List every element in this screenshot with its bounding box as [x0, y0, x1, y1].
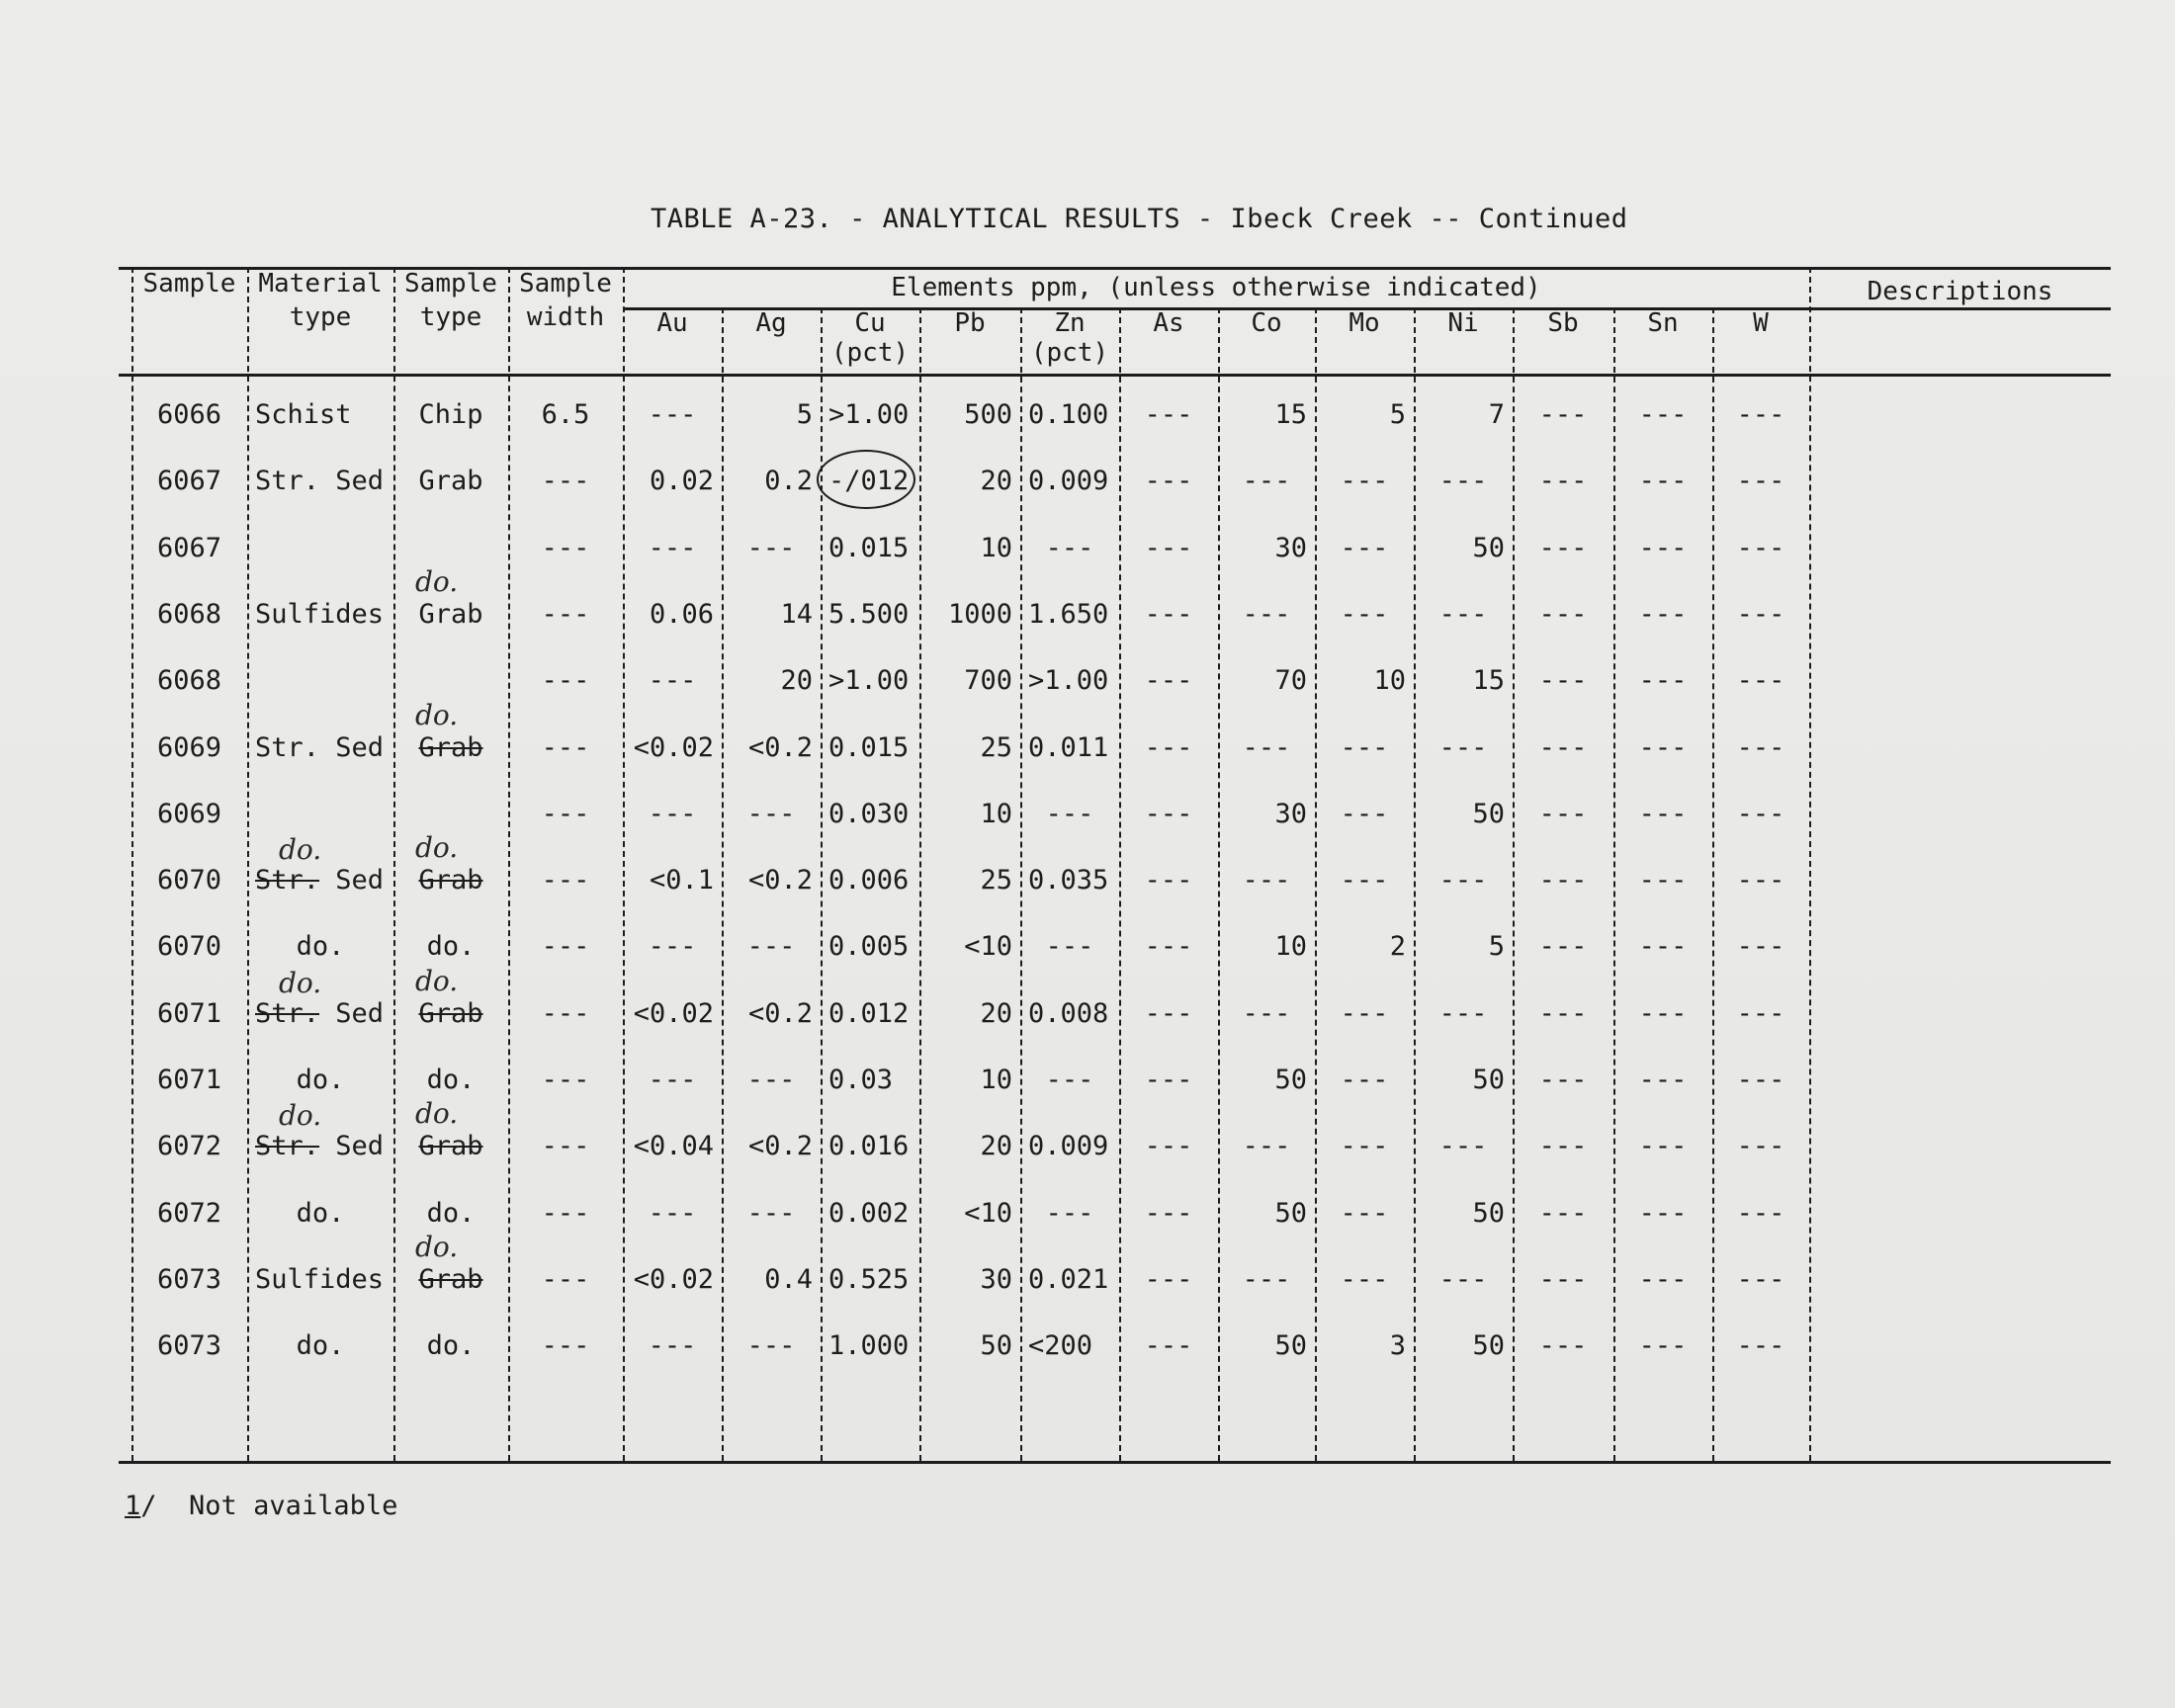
value-zn: --- [1045, 931, 1094, 963]
value-ag: --- [746, 931, 796, 963]
value-mo: --- [1340, 532, 1389, 563]
column-rule [1809, 267, 1811, 1461]
sample-id: 6066 [156, 399, 222, 430]
value-pb: 10 [980, 1065, 1012, 1095]
value-pb: 500 [964, 399, 1012, 430]
value-zn: 0.035 [1028, 865, 1109, 897]
value-mo: --- [1340, 1197, 1389, 1229]
column-rule [623, 267, 625, 1461]
value-ni: --- [1438, 598, 1488, 630]
value-ag: --- [746, 798, 796, 829]
value-zn: 0.009 [1028, 1131, 1109, 1162]
value-ni: --- [1438, 997, 1488, 1029]
value-sn: --- [1638, 1330, 1688, 1362]
value-ni: --- [1438, 1131, 1488, 1162]
value-pb: 25 [980, 731, 1012, 763]
column-rule [919, 307, 921, 1461]
sample-width: --- [541, 1263, 590, 1295]
value-w: --- [1736, 1263, 1785, 1295]
value-ni: 15 [1472, 665, 1505, 697]
value-co: --- [1242, 466, 1291, 497]
handwritten-ditto: do. [415, 564, 459, 598]
sample-id: 6072 [156, 1197, 222, 1229]
value-co: --- [1242, 865, 1291, 897]
sample-type: Grab [418, 1263, 483, 1295]
value-as: --- [1144, 731, 1193, 763]
value-pb: 10 [980, 532, 1012, 563]
value-sn: --- [1638, 731, 1688, 763]
value-w: --- [1736, 798, 1785, 829]
value-sn: --- [1638, 466, 1688, 497]
value-mo: --- [1340, 798, 1389, 829]
sample-width: --- [541, 466, 590, 497]
value-sb: --- [1538, 1330, 1588, 1362]
value-zn: >1.00 [1028, 665, 1109, 697]
value-ni: --- [1438, 466, 1488, 497]
handwritten-ditto: do. [279, 833, 322, 867]
value-cu: 0.015 [828, 731, 910, 763]
value-mo: --- [1340, 1131, 1389, 1162]
column-header: Cu [854, 308, 886, 338]
handwritten-ditto: do. [415, 964, 459, 997]
handwritten-ditto: do. [279, 1099, 322, 1133]
column-header: Ni [1447, 308, 1479, 338]
sample-id: 6071 [156, 997, 222, 1029]
value-sn: --- [1638, 865, 1688, 897]
material-type: do. [296, 1197, 345, 1229]
footnote [125, 1491, 397, 1521]
value-zn: 0.100 [1028, 399, 1109, 430]
column-rule [247, 267, 249, 1461]
value-pb: 10 [980, 798, 1012, 829]
value-zn: <200 [1028, 1330, 1093, 1362]
sample-id: 6072 [156, 1131, 222, 1162]
footnote-mark: 1 [125, 1491, 141, 1521]
column-header: Sb [1547, 308, 1579, 338]
value-sb: --- [1538, 731, 1588, 763]
column-rule [722, 307, 724, 1461]
value-mo: --- [1340, 598, 1389, 630]
value-mo: 10 [1373, 665, 1406, 697]
value-sb: --- [1538, 1197, 1588, 1229]
value-sb: --- [1538, 1263, 1588, 1295]
column-header: As [1153, 308, 1184, 338]
value-mo: 5 [1389, 399, 1406, 430]
value-w: --- [1736, 1131, 1785, 1162]
value-zn: --- [1045, 1197, 1094, 1229]
sample-width: --- [541, 665, 590, 697]
sample-id: 6068 [156, 665, 222, 697]
value-co: 15 [1274, 399, 1307, 430]
value-as: --- [1144, 1263, 1193, 1295]
value-sn: --- [1638, 1263, 1688, 1295]
value-cu: 0.015 [828, 532, 910, 563]
value-as: --- [1144, 1330, 1193, 1362]
footnote-text: Not available [189, 1491, 398, 1521]
value-sb: --- [1538, 865, 1588, 897]
value-as: --- [1144, 798, 1193, 829]
column-header: W [1753, 308, 1769, 338]
sample-width: --- [541, 931, 590, 963]
sample-type: Grab [418, 466, 483, 497]
value-w: --- [1736, 1330, 1785, 1362]
value-sb: --- [1538, 598, 1588, 630]
value-au: 0.06 [649, 598, 714, 630]
value-sn: --- [1638, 798, 1688, 829]
value-cu: 1.000 [828, 1330, 910, 1362]
value-w: --- [1736, 731, 1785, 763]
value-au: --- [648, 798, 697, 829]
value-au: <0.02 [633, 731, 714, 763]
value-sb: --- [1538, 931, 1588, 963]
value-cu: 5.500 [828, 598, 910, 630]
value-ag: 0.2 [764, 466, 813, 497]
value-as: --- [1144, 1197, 1193, 1229]
material-type: do. [296, 1065, 345, 1095]
handwritten-ditto: do. [415, 1230, 459, 1263]
material-type: do. [296, 931, 345, 963]
column-header: Sample [519, 269, 612, 299]
value-ag: <0.2 [747, 1131, 813, 1162]
value-as: --- [1144, 665, 1193, 697]
value-mo: --- [1340, 731, 1389, 763]
sample-type: do. [426, 1197, 476, 1229]
value-mo: --- [1340, 1065, 1389, 1095]
sample-width: --- [541, 731, 590, 763]
material-remainder: Sed [319, 997, 385, 1029]
value-cu: >1.00 [828, 399, 910, 430]
column-header: Sample [404, 269, 497, 299]
value-au: --- [648, 665, 697, 697]
value-au: 0.02 [649, 466, 714, 497]
material-type: do. [296, 1330, 345, 1362]
value-ni: --- [1438, 1263, 1488, 1295]
value-sn: --- [1638, 1065, 1688, 1095]
handwritten-ditto: do. [415, 831, 459, 865]
value-cu: -/012 [828, 466, 910, 497]
value-au: --- [648, 931, 697, 963]
material-remainder: Sed [319, 865, 385, 897]
material-type: Str. Sed [255, 466, 385, 497]
value-mo: --- [1340, 997, 1389, 1029]
value-zn: --- [1045, 532, 1094, 563]
value-cu: 0.016 [828, 1131, 910, 1162]
sample-id: 6067 [156, 532, 222, 563]
handwritten-ditto: do. [415, 698, 459, 731]
value-ag: 5 [796, 399, 813, 430]
sample-width: --- [541, 997, 590, 1029]
value-w: --- [1736, 931, 1785, 963]
value-sn: --- [1638, 532, 1688, 563]
sample-type: do. [426, 1330, 476, 1362]
value-ni: 50 [1472, 532, 1505, 563]
sample-type: Grab [418, 598, 483, 630]
material-type [255, 865, 393, 896]
sample-type: Grab [418, 1131, 483, 1162]
value-w: --- [1736, 865, 1785, 897]
sample-id: 6069 [156, 731, 222, 763]
value-au: --- [648, 1197, 697, 1229]
value-zn: 0.008 [1028, 997, 1109, 1029]
value-as: --- [1144, 997, 1193, 1029]
column-header: (pct) [1030, 338, 1109, 368]
value-ni: --- [1438, 731, 1488, 763]
column-header: Sn [1647, 308, 1679, 338]
sample-width: --- [541, 598, 590, 630]
value-au: <0.02 [633, 1263, 714, 1295]
value-au: --- [648, 1330, 697, 1362]
value-zn: 0.021 [1028, 1263, 1109, 1295]
column-header: Au [656, 308, 688, 338]
value-au: --- [648, 532, 697, 563]
value-sn: --- [1638, 399, 1688, 430]
value-zn: 0.009 [1028, 466, 1109, 497]
value-pb: 700 [964, 665, 1012, 697]
column-header: Ag [755, 308, 787, 338]
value-pb: 20 [980, 1131, 1012, 1162]
value-w: --- [1736, 1065, 1785, 1095]
material-struck: Str. [255, 865, 320, 897]
value-ni: 5 [1488, 931, 1505, 963]
sample-width: --- [541, 1131, 590, 1162]
value-cu: 0.002 [828, 1197, 910, 1229]
value-pb: 30 [980, 1263, 1012, 1295]
value-au: <0.04 [633, 1131, 714, 1162]
sample-width: 6.5 [541, 399, 590, 430]
value-as: --- [1144, 865, 1193, 897]
value-w: --- [1736, 997, 1785, 1029]
material-type [255, 1131, 393, 1161]
value-sb: --- [1538, 997, 1588, 1029]
value-cu: 0.030 [828, 798, 910, 829]
value-co: 50 [1274, 1330, 1307, 1362]
value-sb: --- [1538, 665, 1588, 697]
sample-type: Chip [418, 399, 483, 430]
value-sb: --- [1538, 466, 1588, 497]
value-sn: --- [1638, 598, 1688, 630]
material-struck: Str. [255, 997, 320, 1029]
circled-value-marker [817, 450, 915, 509]
sample-id: 6069 [156, 798, 222, 829]
value-co: --- [1242, 1131, 1291, 1162]
value-mo: --- [1340, 466, 1389, 497]
value-mo: 2 [1389, 931, 1406, 963]
value-sb: --- [1538, 532, 1588, 563]
value-co: 30 [1274, 532, 1307, 563]
sample-width: --- [541, 798, 590, 829]
material-struck: Str. [255, 1131, 320, 1162]
column-header: Descriptions [1867, 277, 2053, 306]
value-as: --- [1144, 1131, 1193, 1162]
table-rule [119, 1461, 2111, 1464]
value-cu: 0.03 [828, 1065, 894, 1095]
sample-id: 6070 [156, 865, 222, 897]
value-as: --- [1144, 532, 1193, 563]
value-sb: --- [1538, 399, 1588, 430]
sample-width: --- [541, 1065, 590, 1095]
value-sn: --- [1638, 1131, 1688, 1162]
value-pb: 25 [980, 865, 1012, 897]
value-w: --- [1736, 399, 1785, 430]
value-cu: 0.525 [828, 1263, 910, 1295]
column-header: (pct) [830, 338, 910, 368]
value-co: 50 [1274, 1197, 1307, 1229]
column-header: type [419, 302, 482, 332]
value-ni: 50 [1472, 1197, 1505, 1229]
value-w: --- [1736, 598, 1785, 630]
value-cu: 0.006 [828, 865, 910, 897]
sample-type: Grab [418, 731, 483, 763]
value-as: --- [1144, 931, 1193, 963]
column-header: width [526, 302, 605, 332]
sample-id: 6067 [156, 466, 222, 497]
sample-width: --- [541, 532, 590, 563]
value-as: --- [1144, 598, 1193, 630]
value-ag: --- [746, 1197, 796, 1229]
value-ag: 20 [780, 665, 813, 697]
column-header: Mo [1348, 308, 1380, 338]
value-pb: <10 [964, 1197, 1012, 1229]
value-pb: 20 [980, 997, 1012, 1029]
value-zn: 1.650 [1028, 598, 1109, 630]
material-type: Sulfides [255, 598, 385, 630]
value-cu: 0.005 [828, 931, 910, 963]
value-pb: 1000 [947, 598, 1012, 630]
value-co: --- [1242, 997, 1291, 1029]
material-type [255, 998, 393, 1029]
sample-width: --- [541, 865, 590, 897]
value-ag: --- [746, 1065, 796, 1095]
value-pb: 50 [980, 1330, 1012, 1362]
sample-id: 6071 [156, 1065, 222, 1095]
material-type: Schist [255, 399, 352, 430]
sample-type: Grab [418, 997, 483, 1029]
table-rule [119, 374, 2111, 377]
handwritten-ditto: do. [415, 1097, 459, 1131]
value-ag: 0.4 [764, 1263, 813, 1295]
value-cu: 0.012 [828, 997, 910, 1029]
sample-id: 6073 [156, 1330, 222, 1362]
value-zn: --- [1045, 1065, 1094, 1095]
sample-type: Grab [418, 865, 483, 897]
value-sb: --- [1538, 798, 1588, 829]
value-au: <0.1 [649, 865, 714, 897]
value-ni: 7 [1488, 399, 1505, 430]
value-au: <0.02 [633, 997, 714, 1029]
material-type: Str. Sed [255, 731, 385, 763]
value-w: --- [1736, 466, 1785, 497]
value-w: --- [1736, 532, 1785, 563]
sample-type: do. [426, 931, 476, 963]
column-header: Sample [142, 269, 236, 299]
column-header: Pb [954, 308, 986, 338]
value-au: --- [648, 1065, 697, 1095]
column-header: Zn [1054, 308, 1086, 338]
value-sn: --- [1638, 997, 1688, 1029]
value-ni: 50 [1472, 1330, 1505, 1362]
value-sb: --- [1538, 1065, 1588, 1095]
value-mo: 3 [1389, 1330, 1406, 1362]
value-ni: --- [1438, 865, 1488, 897]
value-ag: --- [746, 532, 796, 563]
value-au: --- [648, 399, 697, 430]
column-header: Co [1251, 308, 1282, 338]
value-ni: 50 [1472, 798, 1505, 829]
value-co: --- [1242, 1263, 1291, 1295]
value-co: 50 [1274, 1065, 1307, 1095]
footnote-slash: / [140, 1491, 157, 1521]
value-co: --- [1242, 731, 1291, 763]
sample-width: --- [541, 1197, 590, 1229]
value-sb: --- [1538, 1131, 1588, 1162]
column-header: Material [258, 269, 383, 299]
sample-id: 6070 [156, 931, 222, 963]
value-cu: >1.00 [828, 665, 910, 697]
value-w: --- [1736, 1197, 1785, 1229]
value-as: --- [1144, 466, 1193, 497]
column-rule [1020, 307, 1022, 1461]
value-ag: 14 [780, 598, 813, 630]
material-remainder: Sed [319, 1131, 385, 1162]
value-zn: 0.011 [1028, 731, 1109, 763]
value-sn: --- [1638, 665, 1688, 697]
value-mo: --- [1340, 1263, 1389, 1295]
sample-width: --- [541, 1330, 590, 1362]
value-zn: --- [1045, 798, 1094, 829]
value-ag: <0.2 [747, 997, 813, 1029]
sample-type: do. [426, 1065, 476, 1095]
material-type: Sulfides [255, 1263, 385, 1295]
value-pb: 20 [980, 466, 1012, 497]
value-w: --- [1736, 665, 1785, 697]
value-co: 30 [1274, 798, 1307, 829]
value-sn: --- [1638, 1197, 1688, 1229]
page-title: TABLE A-23. - ANALYTICAL RESULTS - Ibeck Creek -- Continued [651, 204, 1628, 234]
column-header: type [289, 302, 352, 332]
value-co: 70 [1274, 665, 1307, 697]
value-ni: 50 [1472, 1065, 1505, 1095]
column-header: Elements ppm, (unless otherwise indicated) [891, 273, 1541, 302]
value-ag: <0.2 [747, 865, 813, 897]
value-as: --- [1144, 1065, 1193, 1095]
sample-id: 6068 [156, 598, 222, 630]
value-ag: <0.2 [747, 731, 813, 763]
handwritten-ditto: do. [279, 966, 322, 999]
sample-id: 6073 [156, 1263, 222, 1295]
value-sn: --- [1638, 931, 1688, 963]
value-pb: <10 [964, 931, 1012, 963]
value-as: --- [1144, 399, 1193, 430]
value-mo: --- [1340, 865, 1389, 897]
value-co: 10 [1274, 931, 1307, 963]
value-ag: --- [746, 1330, 796, 1362]
value-co: --- [1242, 598, 1291, 630]
